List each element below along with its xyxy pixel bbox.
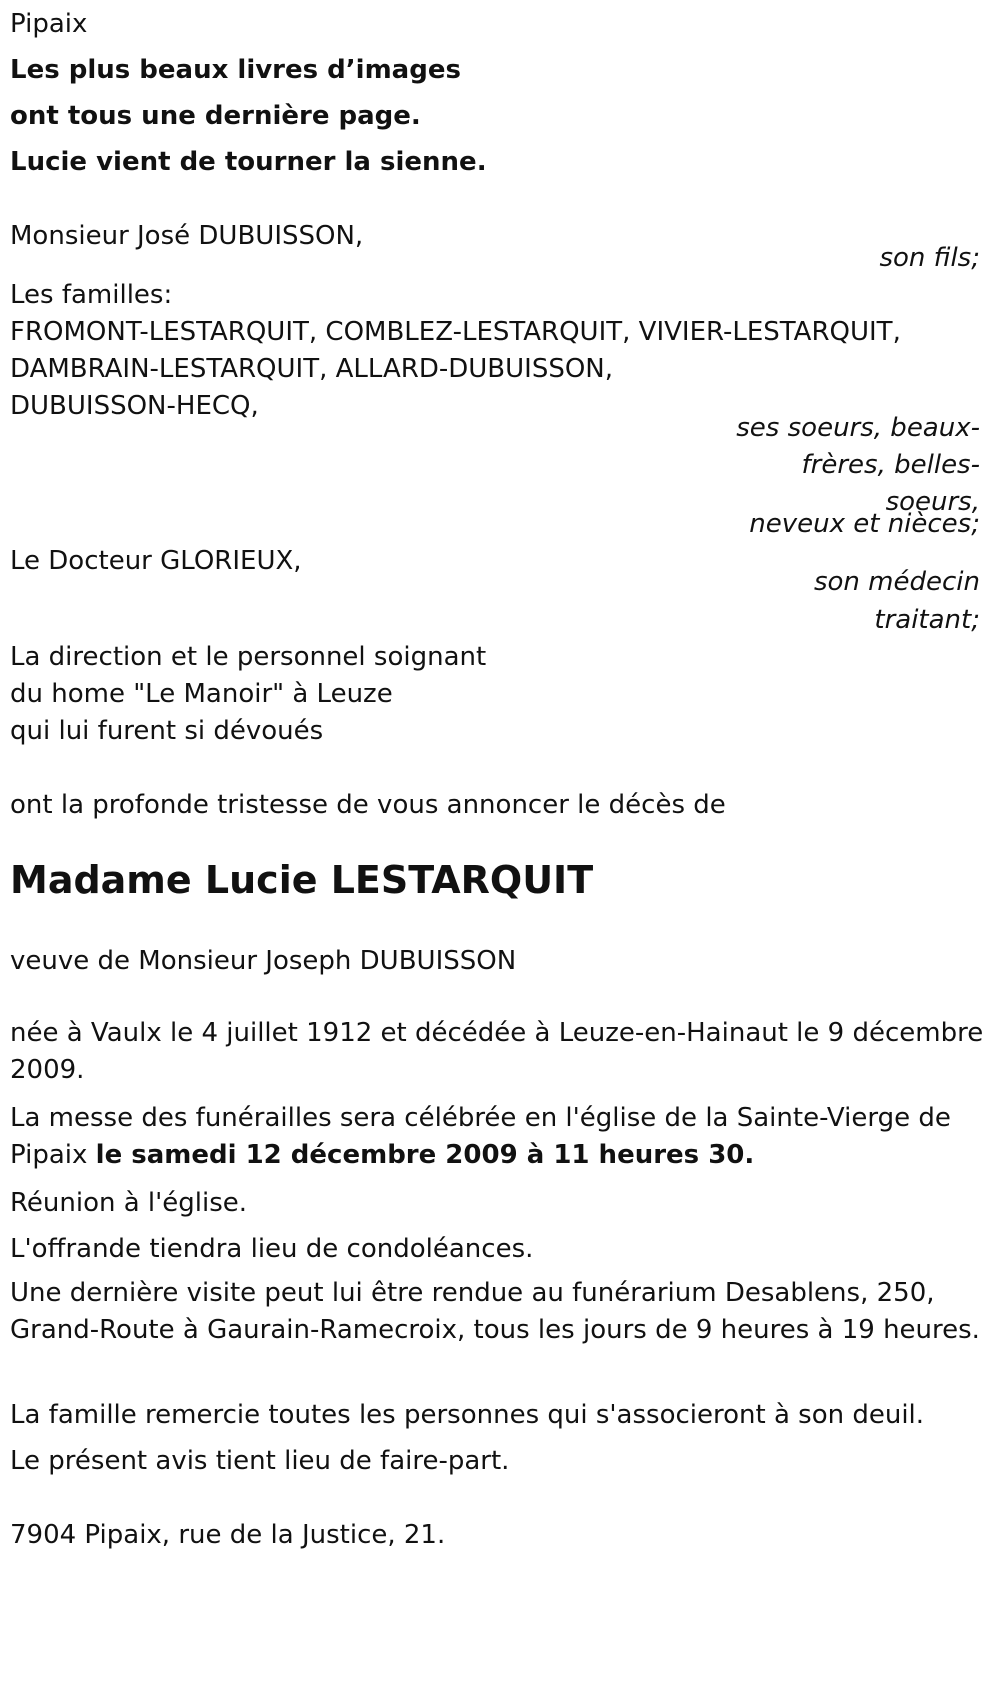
deceased-name: Madame Lucie LESTARQUIT (10, 858, 594, 902)
son-name: Monsieur José DUBUISSON, (10, 221, 364, 251)
funeral-text: La messe des funérailles sera célébrée en l'église de la Sainte-Vierge de Pipaix (10, 1103, 951, 1170)
son-relation: son fils; (879, 243, 980, 273)
doctor-relation-line-2: traitant; (874, 605, 980, 635)
announcement: ont la profonde tristesse de vous annoncer le décès de (10, 790, 726, 820)
birth-death: née à Vaulx le 4 juillet 1912 et décédée à Leuze-en-Hainaut le 9 décembre 2009. (10, 1018, 984, 1085)
families-relation-line-2: frères, belles- (801, 450, 980, 480)
widow-of: veuve de Monsieur Joseph DUBUISSON (10, 946, 517, 976)
families-line-3: DUBUISSON-HECQ, (10, 391, 259, 421)
doctor-relation-line-1: son médecin (813, 567, 980, 597)
quote-line-1: Les plus beaux livres d’images (10, 55, 461, 85)
families-relation-line-4: neveux et nièces; (749, 509, 980, 539)
location: Pipaix (10, 9, 88, 39)
families-line-2: DAMBRAIN-LESTARQUIT, ALLARD-DUBUISSON, (10, 354, 614, 384)
families-line-1: FROMONT-LESTARQUIT, COMBLEZ-LESTARQUIT, VIVIER-LESTARQUIT, (10, 317, 901, 347)
families-relation-line-3: soeurs, (885, 487, 980, 517)
families-relation (0, 408, 990, 544)
quote-line-2: ont tous une dernière page. (10, 101, 421, 131)
offering: L'offrande tiendra lieu de condoléances. (10, 1234, 534, 1264)
families-relation-line-1: ses soeurs, beaux- (736, 413, 980, 443)
doctor-relation (0, 562, 990, 640)
families-intro: Les familles: (10, 280, 173, 310)
visit: Une dernière visite peut lui être rendue au funérarium Desablens, 250, Grand-Route à Gaurain-Ramecroix, tous les jours de 9 heures à 19 heures. (10, 1278, 980, 1345)
meeting: Réunion à l'église. (10, 1188, 248, 1218)
staff-line-3: qui lui furent si dévoués (10, 716, 324, 746)
staff-line-1: La direction et le personnel soignant (10, 642, 487, 672)
doctor-name: Le Docteur GLORIEUX, (10, 546, 302, 576)
funeral-date: le samedi 12 décembre 2009 à 11 heures 30. (95, 1140, 755, 1170)
staff-line-2: du home "Le Manoir" à Leuze (10, 679, 393, 709)
quote-line-3: Lucie vient de tourner la sienne. (10, 147, 487, 177)
address: 7904 Pipaix, rue de la Justice, 21. (10, 1520, 446, 1550)
notice: Le présent avis tient lieu de faire-part. (10, 1446, 510, 1476)
thanks: La famille remercie toutes les personnes qui s'associeront à son deuil. (10, 1400, 925, 1430)
funeral-info (10, 1100, 990, 1174)
